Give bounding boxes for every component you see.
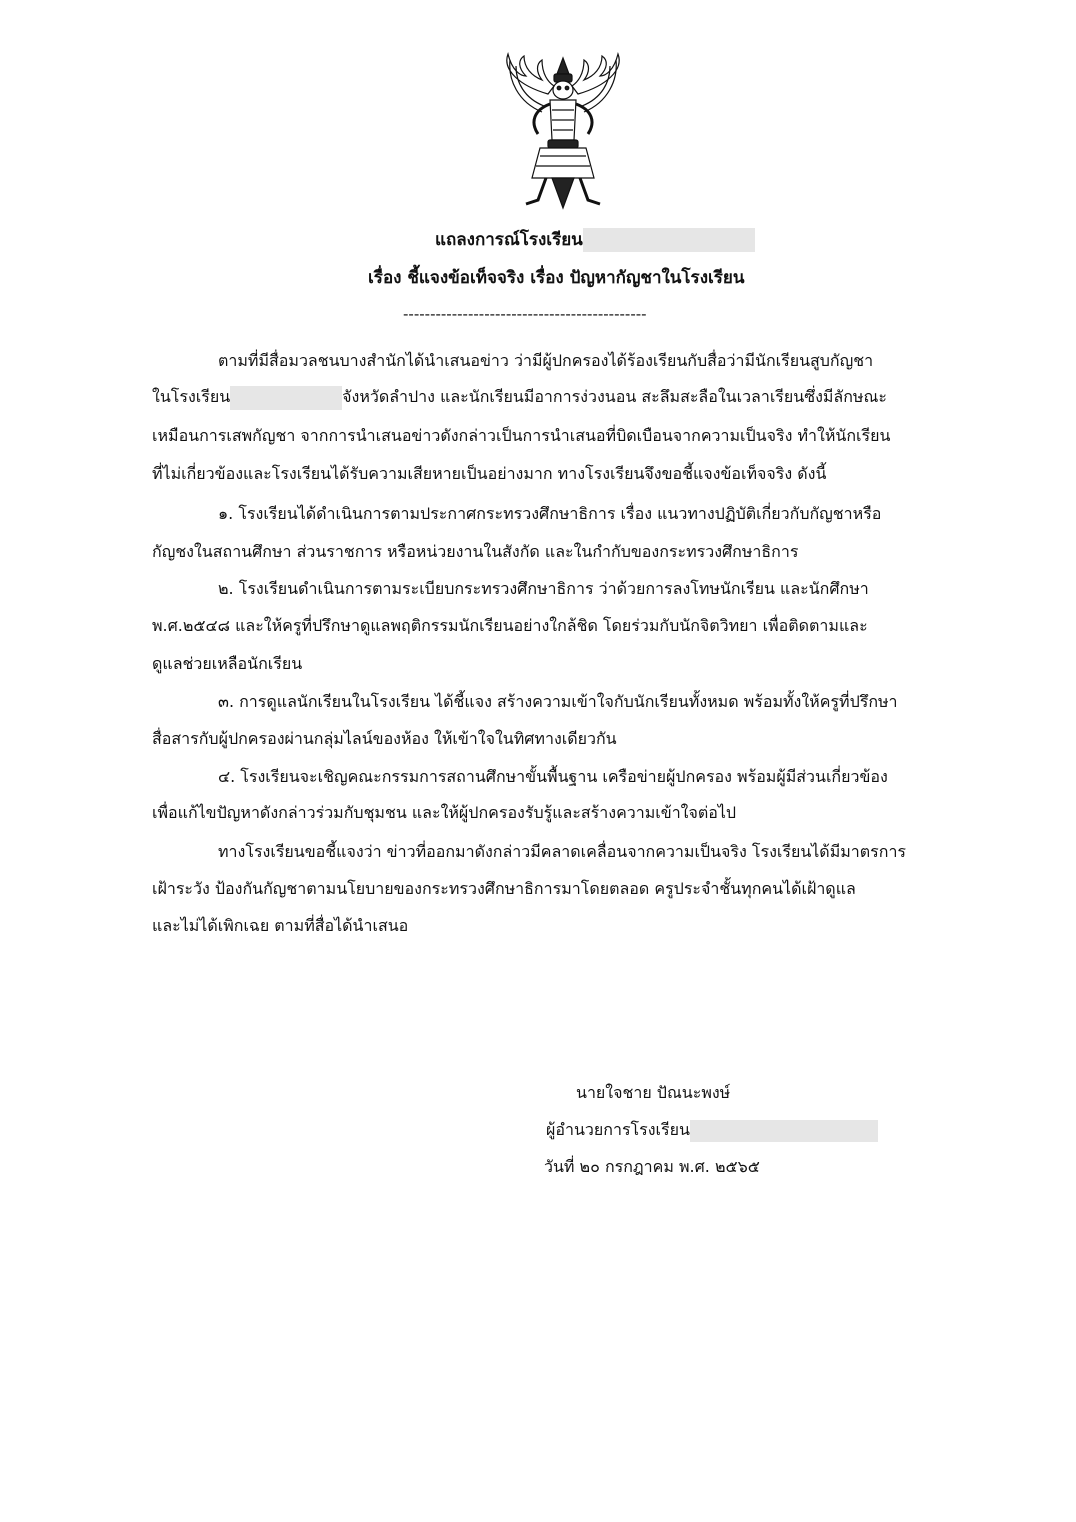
- statement-date: วันที่ ๒๐ กรกฎาคม พ.ศ. ๒๕๖๕: [544, 1157, 760, 1176]
- point-3-line-1: ๓. การดูแลนักเรียนในโรงเรียน ได้ชี้แจง สร้างความเข้าใจกับนักเรียนทั้งหมด พร้อมทั้งให้ครูที่ปรึกษา: [218, 692, 898, 711]
- point-2-line-3: ดูแลช่วยเหลือนักเรียน: [152, 654, 303, 673]
- body-line-2: [152, 385, 887, 410]
- closing-line-2: เฝ้าระวัง ป้องกันกัญชาตามนโยบายของกระทรวงศึกษาธิการมาโดยตลอด ครูประจำชั้นทุกคนได้เฝ้าดูแล: [152, 879, 856, 898]
- point-1-line-1: ๑. โรงเรียนได้ดำเนินการตามประกาศกระทรวงศึกษาธิการ เรื่อง แนวทางปฏิบัติเกี่ยวกับกัญชาหรือ: [218, 504, 882, 523]
- body-line-3: เหมือนการเสพกัญชา จากการนำเสนอข่าวดังกล่าวเป็นการนำเสนอที่บิดเบือนจากความเป็นจริง ทำให้นักเรียน: [152, 426, 891, 445]
- point-4-line-1: ๔. โรงเรียนจะเชิญคณะกรรมการสถานศึกษาขั้นพื้นฐาน เครือข่ายผู้ปกครอง พร้อมผู้มีส่วนเกี่ยวข้อง: [218, 767, 888, 786]
- redacted-school-name-inline: [230, 386, 342, 410]
- signatory-position: [546, 1118, 878, 1143]
- title-divider: ---------------------------------------------: [403, 305, 647, 323]
- body-line-1: ตามที่มีสื่อมวลชนบางสำนักได้นำเสนอข่าว ว่ามีผู้ปกครองได้ร้องเรียนกับสื่อว่ามีนักเรียนสูบกัญชา: [218, 351, 874, 370]
- body-line-2b: จังหวัดลำปาง และนักเรียนมีอาการง่วงนอน สะลึมสะลือในเวลาเรียนซึ่งมีลักษณะ: [342, 387, 887, 406]
- garuda-emblem-icon: [490, 50, 636, 210]
- body-line-2a: ในโรงเรียน: [152, 387, 231, 406]
- signatory-position-text: ผู้อำนวยการโรงเรียน: [546, 1120, 690, 1139]
- body-line-4: ที่ไม่เกี่ยวข้องและโรงเรียนได้รับความเสียหายเป็นอย่างมาก ทางโรงเรียนจึงขอชี้แจงข้อเท็จจริง ดังนี้: [152, 464, 827, 483]
- point-2-line-1: ๒. โรงเรียนดำเนินการตามระเบียบกระทรวงศึกษาธิการ ว่าด้วยการลงโทษนักเรียน และนักศึกษา: [218, 579, 869, 598]
- statement-subject: เรื่อง ชี้แจงข้อเท็จจริง เรื่อง ปัญหากัญชาในโรงเรียน: [368, 268, 745, 288]
- statement-title: [435, 226, 755, 253]
- point-3-line-2: สื่อสารกับผู้ปกครองผ่านกลุ่มไลน์ของห้อง ให้เข้าใจในทิศทางเดียวกัน: [152, 729, 617, 748]
- point-4-line-2: เพื่อแก้ไขปัญหาดังกล่าวร่วมกับชุมชน และให้ผู้ปกครองรับรู้และสร้างความเข้าใจต่อไป: [152, 803, 737, 822]
- closing-line-1: ทางโรงเรียนขอชี้แจงว่า ข่าวที่ออกมาดังกล่าวมีคลาดเคลื่อนจากความเป็นจริง โรงเรียนได้มีมาตรการ: [218, 842, 907, 861]
- point-2-line-2: พ.ศ.๒๕๔๘ และให้ครูที่ปรึกษาดูแลพฤติกรรมนักเรียนอย่างใกล้ชิด โดยร่วมกับนักจิตวิทยา เพื่อติดตามและ: [152, 616, 868, 635]
- signatory-name: นายใจชาย ปัณนะพงษ์: [576, 1083, 731, 1102]
- redacted-school-name: [583, 228, 755, 252]
- redacted-school-name-signature: [690, 1120, 878, 1142]
- point-1-line-2: กัญชงในสถานศึกษา ส่วนราชการ หรือหน่วยงานในสังกัด และในกำกับของกระทรวงศึกษาธิการ: [152, 542, 799, 561]
- statement-title-text: แถลงการณ์โรงเรียน: [435, 230, 583, 250]
- closing-line-3: และไม่ได้เพิกเฉย ตามที่สื่อได้นำเสนอ: [152, 916, 409, 935]
